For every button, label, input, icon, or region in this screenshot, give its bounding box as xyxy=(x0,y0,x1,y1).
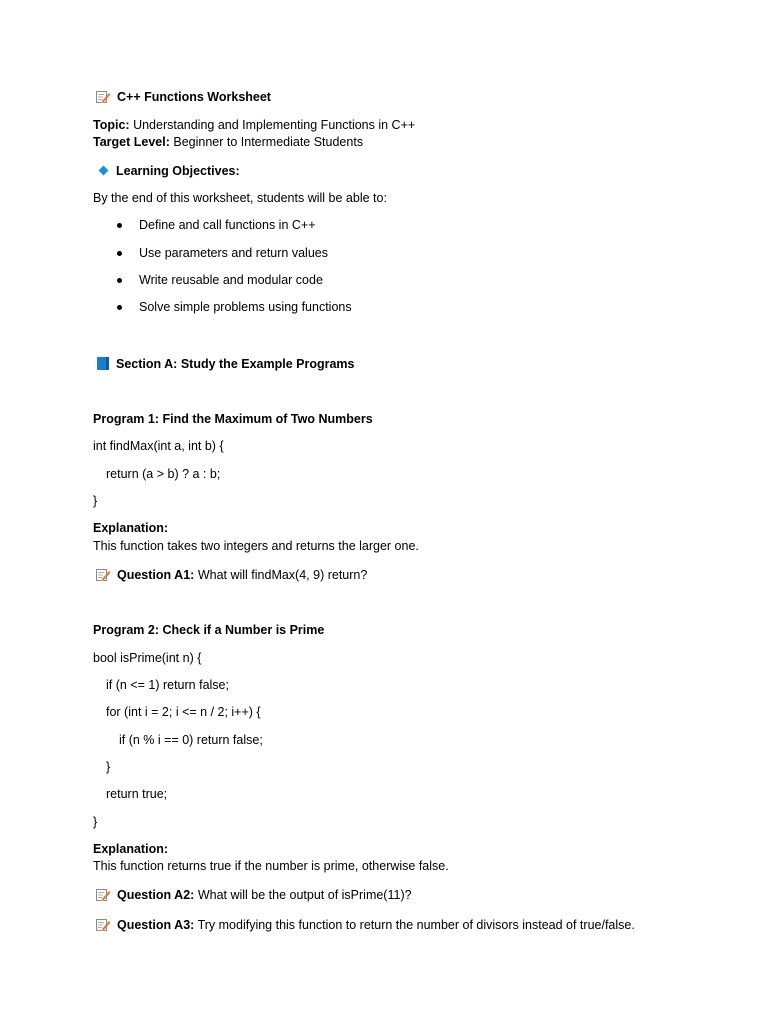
topic-label: Topic: xyxy=(93,118,130,132)
question-a1-label: Question A1: xyxy=(117,568,195,582)
section-a-heading: Section A: Study the Example Programs xyxy=(116,357,355,371)
objectives-heading: Learning Objectives: xyxy=(116,164,240,178)
code-line: int findMax(int a, int b) { xyxy=(93,439,224,453)
program1-explanation-text: This function takes two integers and returns the larger one. xyxy=(93,539,419,553)
question-a3-text: Try modifying this function to return the number of divisors instead of true/false. xyxy=(197,918,635,932)
bullet-icon xyxy=(117,305,122,310)
bullet-icon xyxy=(117,223,122,228)
topic-value: Understanding and Implementing Functions in C++ xyxy=(133,118,416,132)
memo-pencil-icon xyxy=(96,918,111,931)
level-label: Target Level: xyxy=(93,135,170,149)
program2-explanation-text: This function returns true if the number is prime, otherwise false. xyxy=(93,859,449,873)
program1-heading: Program 1: Find the Maximum of Two Numbers xyxy=(93,412,373,426)
bullet-icon xyxy=(117,278,122,283)
blue-diamond-icon xyxy=(99,166,109,176)
question-a2-label: Question A2: xyxy=(117,888,195,902)
program2-heading: Program 2: Check if a Number is Prime xyxy=(93,623,325,637)
program1-explanation-label: Explanation: xyxy=(93,521,169,535)
objectives-intro: By the end of this worksheet, students will be able to: xyxy=(93,191,387,205)
question-a3-label: Question A3: xyxy=(117,918,195,932)
topic-line xyxy=(93,117,415,134)
question-a2-text: What will be the output of isPrime(11)? xyxy=(197,888,412,902)
memo-pencil-icon xyxy=(96,888,111,901)
code-line: } xyxy=(93,494,98,508)
bullet-icon xyxy=(117,251,122,256)
code-line: if (n <= 1) return false; xyxy=(106,678,229,692)
title-row xyxy=(93,89,271,106)
objectives-heading-row xyxy=(93,163,240,180)
section-a-heading-row xyxy=(93,356,354,373)
question-a2 xyxy=(93,887,412,904)
question-a1-text: What will findMax(4, 9) return? xyxy=(197,568,368,582)
code-line: return true; xyxy=(106,787,168,801)
code-line: if (n % i == 0) return false; xyxy=(119,733,263,747)
code-line: for (int i = 2; i <= n / 2; i++) { xyxy=(106,705,261,719)
program2-explanation-label: Explanation: xyxy=(93,842,169,856)
blue-book-icon xyxy=(97,357,109,370)
code-line: } xyxy=(93,815,98,829)
code-line: bool isPrime(int n) { xyxy=(93,651,202,665)
question-a1 xyxy=(93,567,367,584)
question-a3 xyxy=(93,917,635,934)
code-line: return (a > b) ? a : b; xyxy=(106,467,221,481)
memo-pencil-icon xyxy=(96,568,111,581)
page-title: C++ Functions Worksheet xyxy=(117,90,271,104)
code-line: } xyxy=(106,760,111,774)
memo-pencil-icon xyxy=(96,90,111,103)
level-value: Beginner to Intermediate Students xyxy=(173,135,364,149)
level-line xyxy=(93,134,363,151)
